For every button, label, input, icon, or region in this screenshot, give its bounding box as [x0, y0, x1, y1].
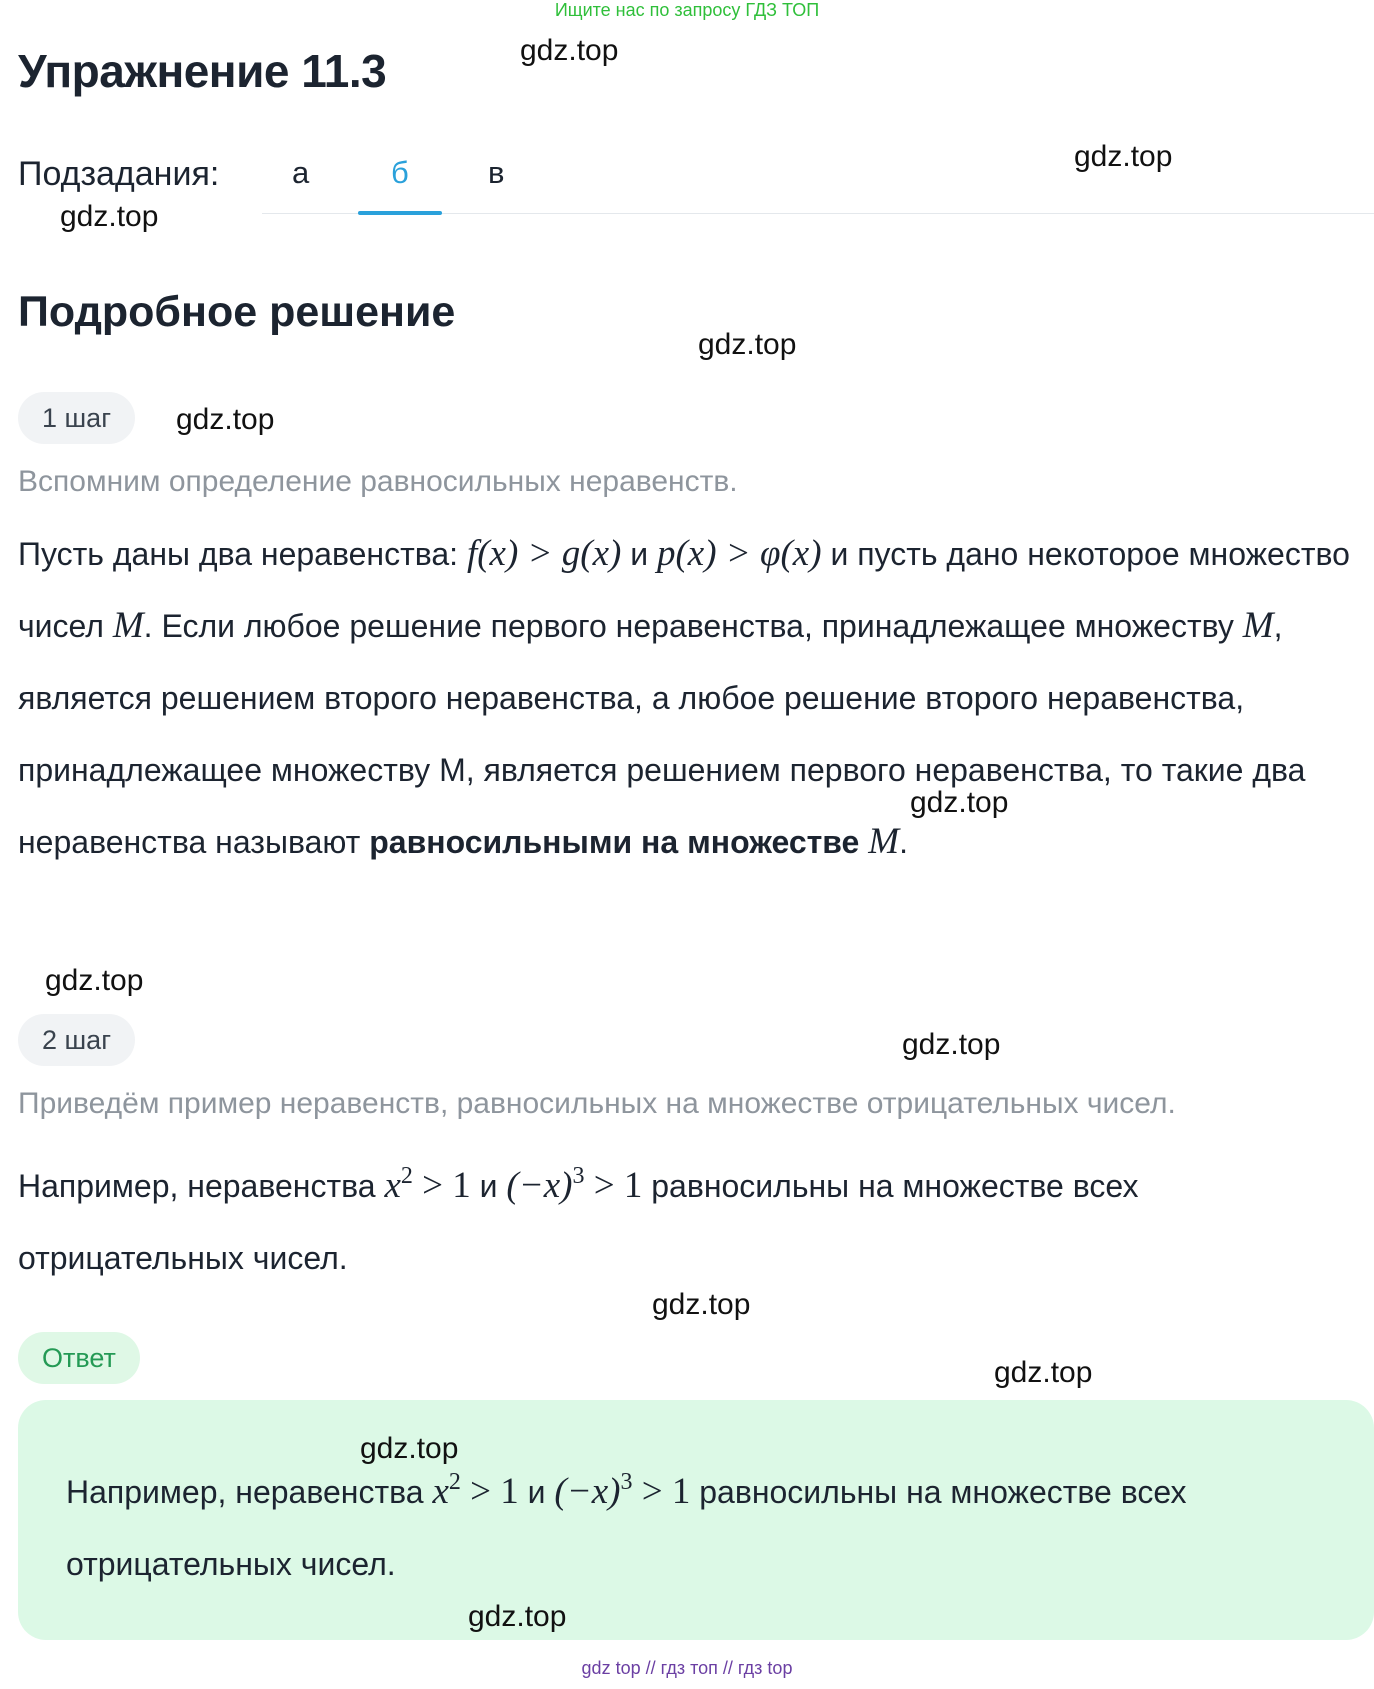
- step-hint: Вспомним определение равносильных неравенств.: [18, 465, 738, 498]
- math-expression: x: [384, 1165, 401, 1206]
- step-badge: 1 шаг: [18, 392, 135, 444]
- tab-subtask-a[interactable]: а: [292, 155, 310, 190]
- promo-banner[interactable]: Ищите нас по запросу ГДЗ ТОП: [554, 0, 820, 20]
- math-expression: x: [432, 1471, 449, 1512]
- footer-links[interactable]: gdz top // гдз топ // гдз top: [581, 1658, 793, 1678]
- example-paragraph: Например, неравенства $x^2 > 1$ и $(-x)^3 > 1$ равносильны на множестве всех отрицательных чисел.: [18, 1163, 1139, 1276]
- math-expression: M: [868, 821, 900, 862]
- subtasks-label: Подзадания:: [18, 155, 220, 193]
- math-expression: (−x): [554, 1471, 621, 1512]
- definition-paragraph: Пусть даны два неравенства: f(x) > g(x) и p(x) > φ(x) и пусть дано некоторое множество чисел M. Если любое решение первого неравенства, принадлежащее множеству M, является решением второго неравенства, а любое решение второго неравенства, принадлежащее множеству М, является решением первого неравенства, то такие два неравенства называют равносильными на множестве M.: [18, 533, 1350, 862]
- answer-badge: Ответ: [18, 1332, 140, 1384]
- math-expression: M: [112, 605, 144, 646]
- section-title: Подробное решение: [18, 288, 456, 336]
- watermark: gdz.top: [520, 34, 619, 67]
- tab-subtask-v[interactable]: в: [488, 155, 505, 190]
- watermark: gdz.top: [1074, 140, 1173, 173]
- math-expression: f(x) > g(x): [466, 533, 622, 574]
- watermark: gdz.top: [652, 1288, 751, 1321]
- step-badge: 2 шаг: [18, 1014, 135, 1066]
- watermark: gdz.top: [468, 1600, 567, 1633]
- watermark: gdz.top: [902, 1028, 1001, 1061]
- watermark: gdz.top: [698, 328, 797, 361]
- bold-term: равносильными на множестве: [369, 824, 869, 860]
- answer-paragraph: Например, неравенства $x^2 > 1$ и $(-x)^3 > 1$ равносильны на множестве всех отрицательных чисел.: [66, 1469, 1187, 1582]
- math-expression: (−x): [506, 1165, 573, 1206]
- watermark: gdz.top: [60, 200, 159, 233]
- page-title: Упражнение 11.3: [18, 45, 387, 97]
- math-expression: p(x) > φ(x): [656, 533, 822, 574]
- watermark: gdz.top: [994, 1356, 1093, 1389]
- step-hint: Приведём пример неравенств, равносильных на множестве отрицательных чисел.: [18, 1087, 1176, 1120]
- math-expression: M: [1242, 605, 1274, 646]
- active-tab-indicator: [358, 211, 442, 215]
- watermark: gdz.top: [910, 786, 1009, 819]
- watermark: gdz.top: [45, 964, 144, 997]
- watermark: gdz.top: [360, 1432, 459, 1465]
- tab-subtask-b[interactable]: б: [391, 155, 409, 190]
- watermark: gdz.top: [176, 403, 275, 436]
